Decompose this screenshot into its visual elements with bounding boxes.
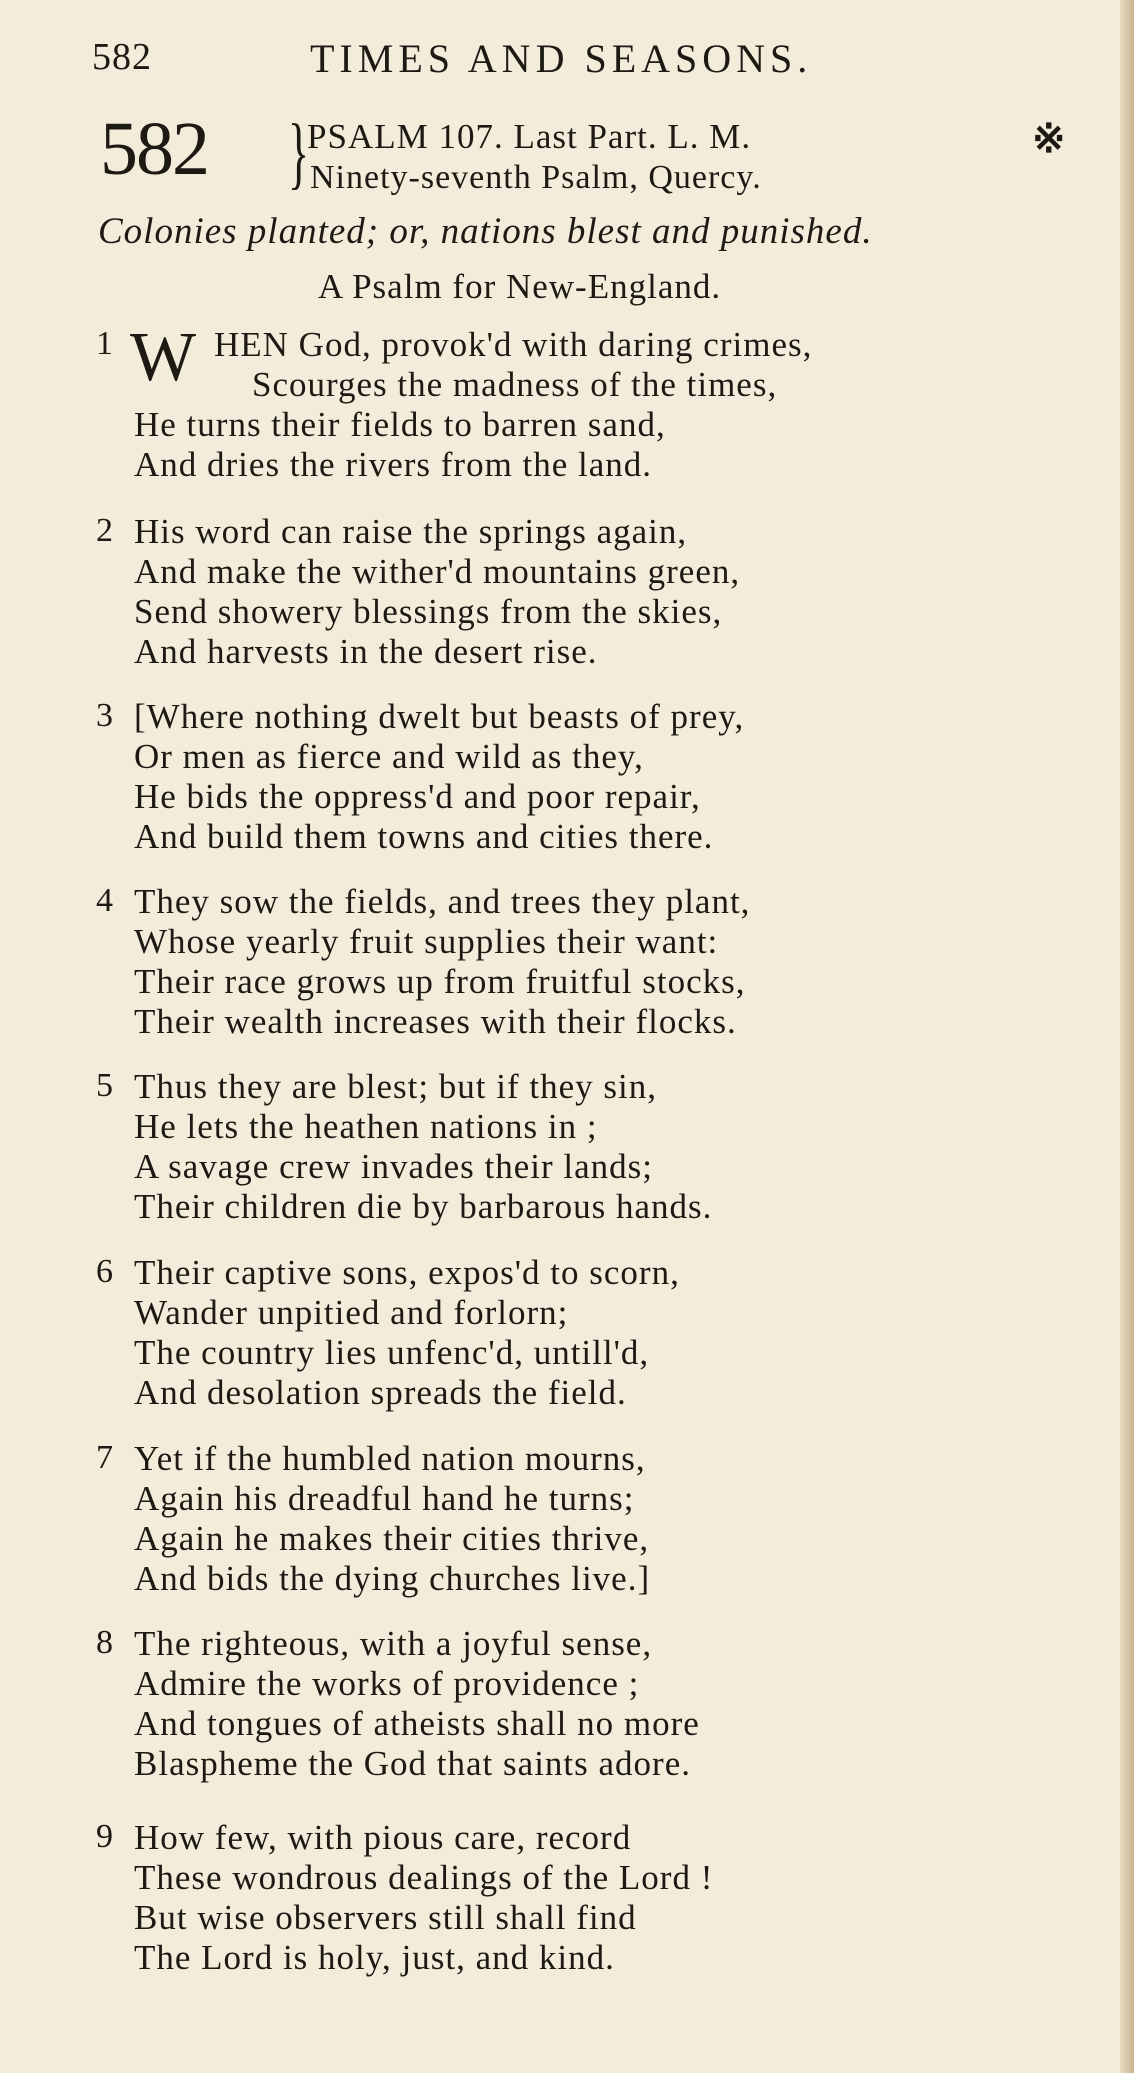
drop-cap: W xyxy=(130,319,197,396)
verse-line: And harvests in the desert rise. xyxy=(134,632,598,671)
stanza-number: 6 xyxy=(96,1253,113,1290)
stanza-number: 8 xyxy=(96,1624,113,1661)
stanza-number: 2 xyxy=(96,512,113,549)
verse-line: Admire the works of providence ; xyxy=(134,1664,640,1703)
hymn-number: 582 xyxy=(100,107,208,191)
verse-line: And tongues of atheists shall no more xyxy=(134,1704,700,1743)
ornament-mark: ※ xyxy=(1032,116,1066,161)
hymn-heading xyxy=(92,107,1092,215)
verse-line: The Lord is holy, just, and kind. xyxy=(134,1938,615,1977)
stanza-number: 7 xyxy=(96,1439,113,1476)
verse-line: Yet if the humbled nation mourns, xyxy=(134,1439,646,1478)
verse-line: He lets the heathen nations in ; xyxy=(134,1107,598,1146)
verse-line: Their race grows up from fruitful stocks, xyxy=(134,962,746,1001)
tune-line-1: PSALM 107. Last Part. L. M. xyxy=(307,117,752,156)
verse-line: A savage crew invades their lands; xyxy=(134,1147,653,1186)
brace: } xyxy=(288,109,310,197)
page-header xyxy=(92,35,1092,85)
verse-line: Their wealth increases with their flocks. xyxy=(134,1002,737,1041)
verse-line: Or men as fierce and wild as they, xyxy=(134,737,644,776)
verse-line: Again his dreadful hand he turns; xyxy=(134,1479,635,1518)
verse-line: HEN God, provok'd with daring crimes, xyxy=(214,325,813,364)
verse-line: He turns their fields to barren sand, xyxy=(134,405,666,444)
verse-line: And dries the rivers from the land. xyxy=(134,445,653,484)
verse-line: And build them towns and cities there. xyxy=(134,817,714,856)
verse-line: His word can raise the springs again, xyxy=(134,512,688,551)
stanza-number: 3 xyxy=(96,697,113,734)
running-head: TIMES AND SEASONS. xyxy=(310,36,813,81)
verse-line: Whose yearly fruit supplies their want: xyxy=(134,922,719,961)
verse-line: They sow the fields, and trees they plant, xyxy=(134,882,751,921)
verse-line: Their children die by barbarous hands. xyxy=(134,1187,713,1226)
verse-line: How few, with pious care, record xyxy=(134,1818,632,1857)
stanza-number: 9 xyxy=(96,1818,113,1855)
verse-line: And desolation spreads the field. xyxy=(134,1373,627,1412)
hymn-subtitle: A Psalm for New-England. xyxy=(318,267,722,306)
verse-line: [Where nothing dwelt but beasts of prey, xyxy=(134,697,745,736)
page-number: 582 xyxy=(92,36,152,78)
verse-line: Send showery blessings from the skies, xyxy=(134,592,723,631)
verse-line: The righteous, with a joyful sense, xyxy=(134,1624,653,1663)
verse-line: Scourges the madness of the times, xyxy=(252,365,778,404)
tune-line-2: Ninety-seventh Psalm, Quercy. xyxy=(310,159,762,196)
page-edge-shadow xyxy=(1120,0,1134,2073)
stanza-number: 5 xyxy=(96,1067,113,1104)
verse-line: These wondrous dealings of the Lord ! xyxy=(134,1858,714,1897)
verse-line: The country lies unfenc'd, untill'd, xyxy=(134,1333,650,1372)
verse-line: And bids the dying churches live.] xyxy=(134,1559,651,1598)
verse-line: He bids the oppress'd and poor repair, xyxy=(134,777,701,816)
verse-line: And make the wither'd mountains green, xyxy=(134,552,741,591)
verse-line: Their captive sons, expos'd to scorn, xyxy=(134,1253,680,1292)
stanza-number: 4 xyxy=(96,882,113,919)
verse-line: Again he makes their cities thrive, xyxy=(134,1519,650,1558)
verse-line: But wise observers still shall find xyxy=(134,1898,637,1937)
hymn-subject: Colonies planted; or, nations blest and punished. xyxy=(98,211,873,252)
verse-line: Blaspheme the God that saints adore. xyxy=(134,1744,691,1783)
stanza-number: 1 xyxy=(96,325,113,362)
verse-line: Thus they are blest; but if they sin, xyxy=(134,1067,658,1106)
verse-line: Wander unpitied and forlorn; xyxy=(134,1293,569,1332)
